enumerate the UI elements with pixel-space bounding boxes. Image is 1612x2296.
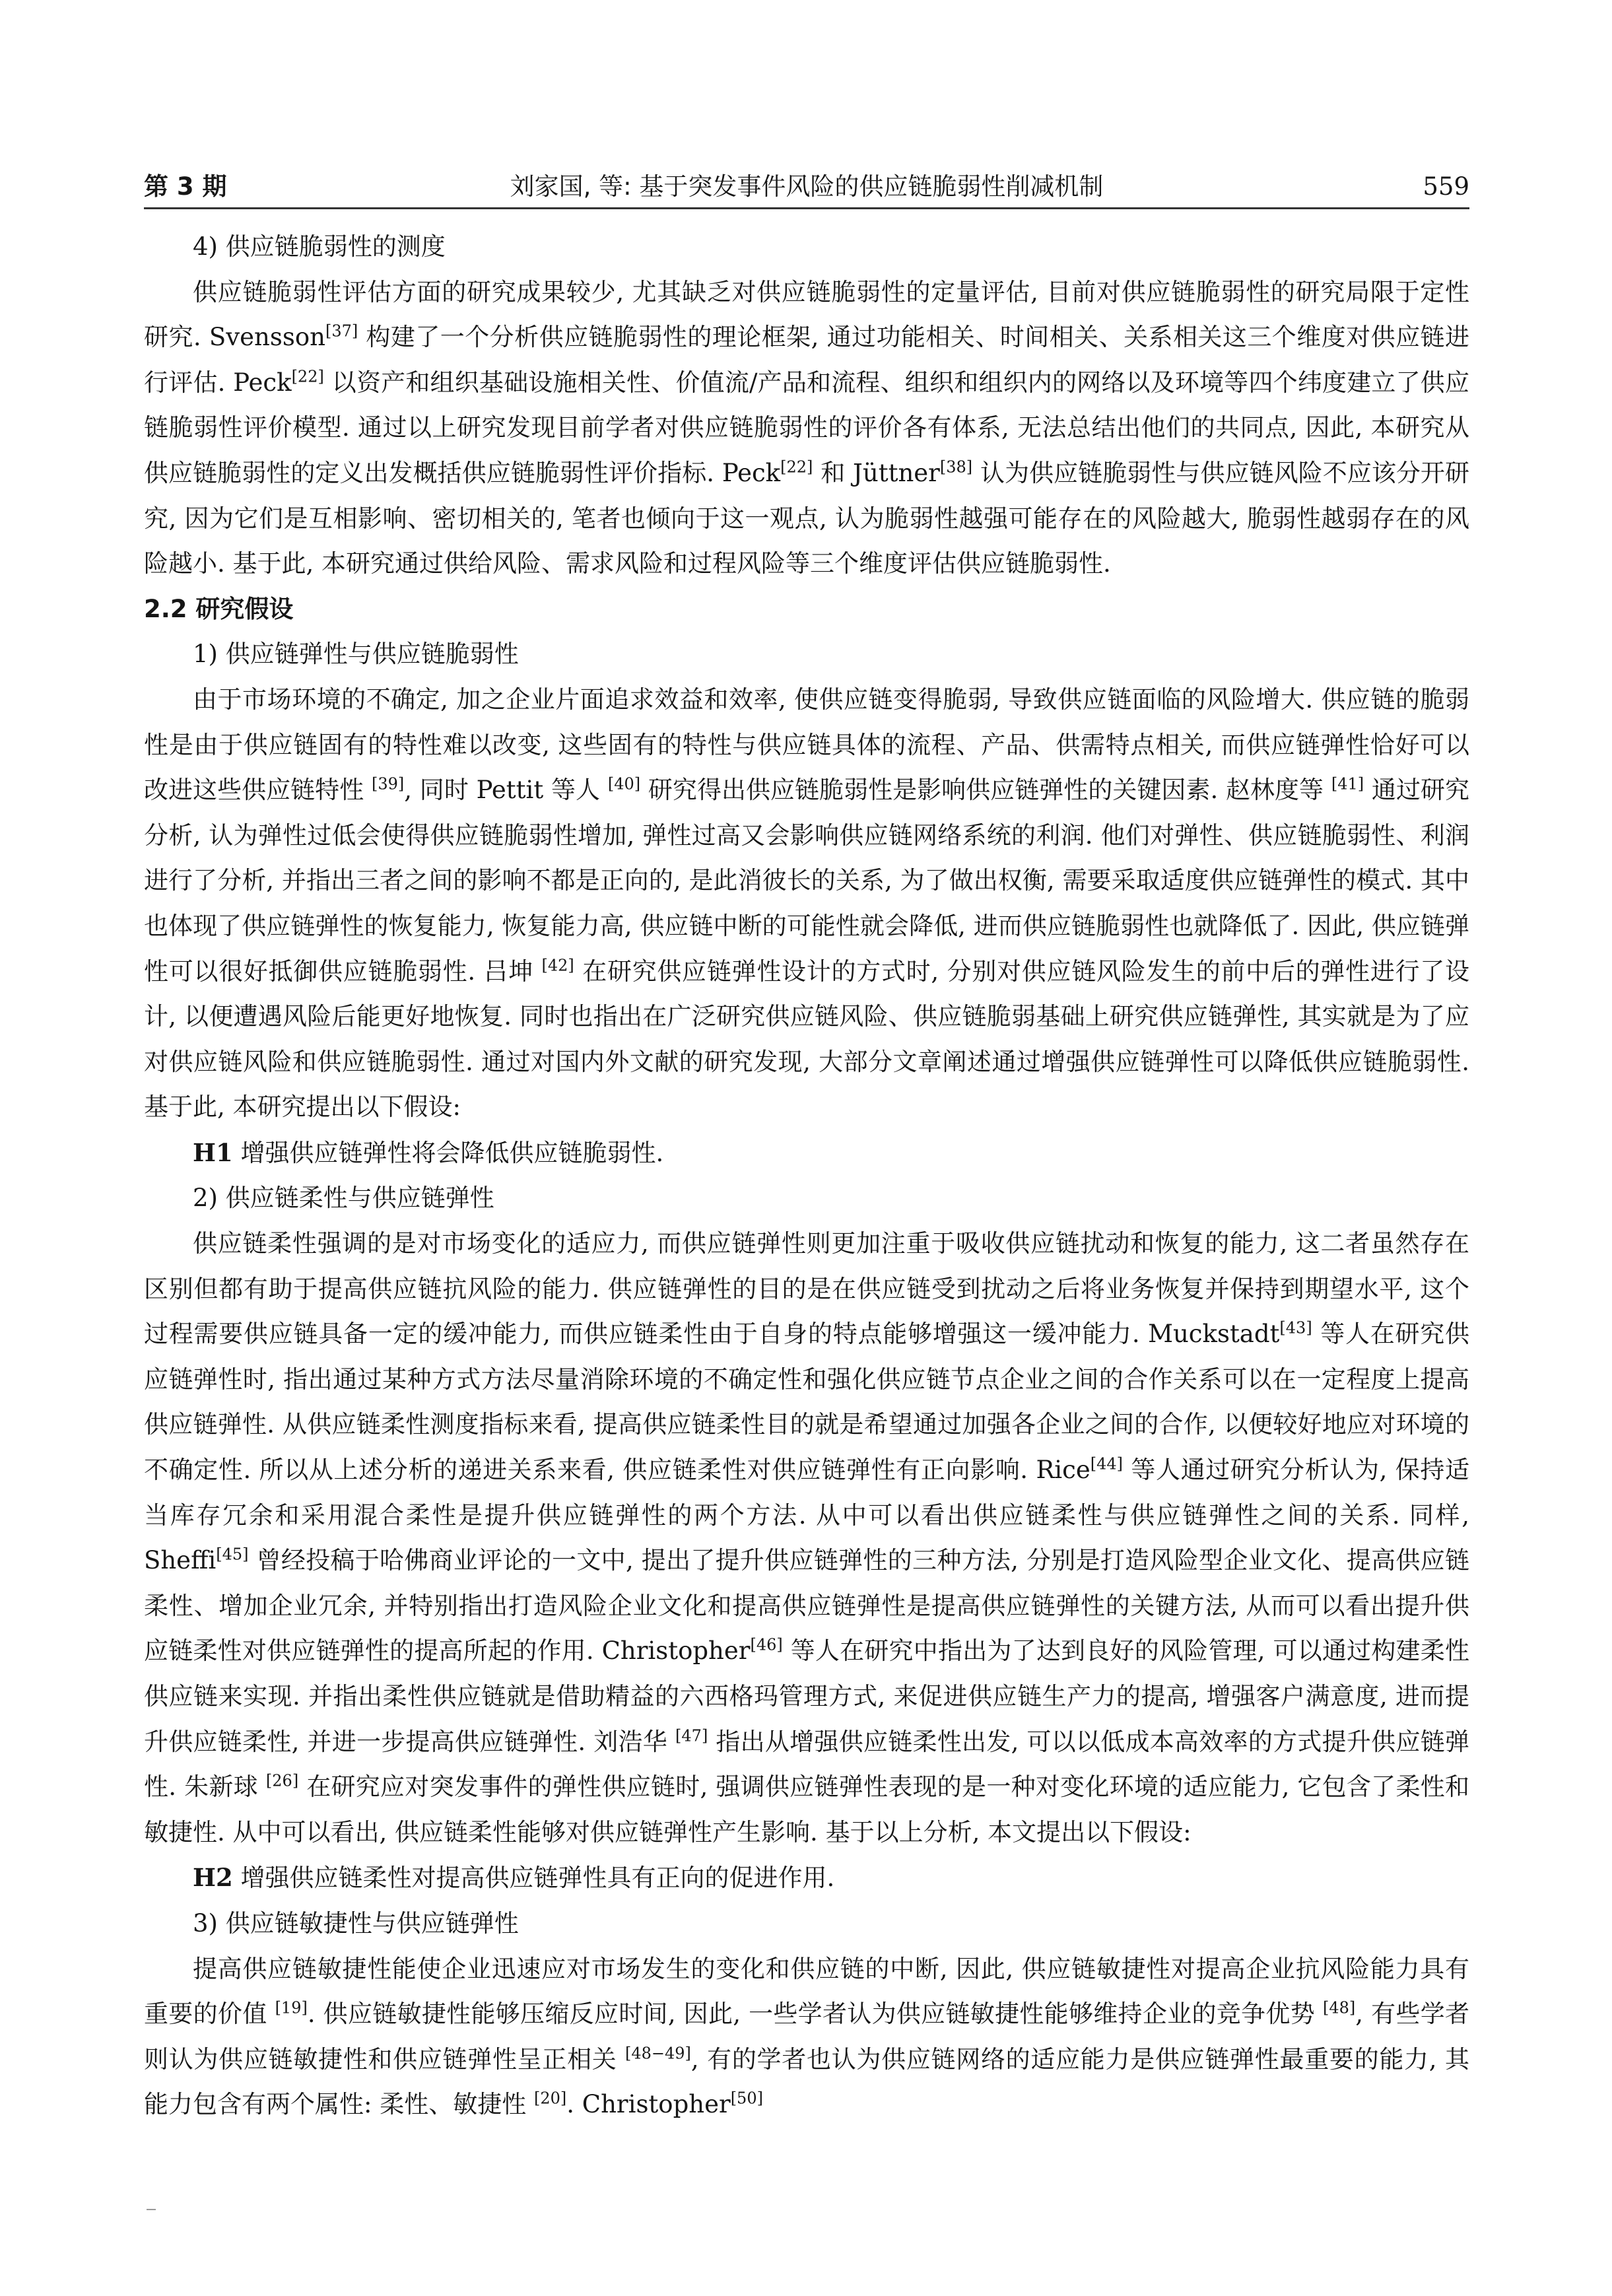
hypothesis bbox=[144, 1855, 1469, 1901]
subsection-title bbox=[144, 632, 1469, 677]
citation: [48−49] bbox=[624, 2044, 691, 2063]
text-run: 2.2 研究假设 bbox=[144, 594, 294, 623]
citation: [41] bbox=[1331, 774, 1364, 793]
citation: [20] bbox=[534, 2089, 567, 2109]
subsection-title bbox=[144, 1176, 1469, 1221]
citation: [48] bbox=[1323, 1998, 1356, 2017]
subsection-title bbox=[144, 224, 1469, 270]
text-run: 等人在研究供应链弹性时, 指出通过某种方式方法尽量消除环境的不确定性和强化供应链节点企业之间的合作关系可以在一定程度上提高供应链弹性. 从供应链柔性测度指标来看, 提高供应链柔性目的就是希望通过加强各企业之间的合作, 以便较好地应对环境的不确定性. 所以从上述分析的递进关系来看, 供应链柔性对供应链弹性有正向影响. Rice bbox=[144, 1320, 1469, 1485]
text-run: . 供应链敏捷性能够压缩反应时间, 因此, 一些学者认为供应链敏捷性能够维持企业的竞争优势 bbox=[307, 2000, 1324, 2029]
page-number: 559 bbox=[1423, 172, 1469, 201]
text-run: 1) 供应链弹性与供应链脆弱性 bbox=[193, 640, 519, 669]
citation: [22] bbox=[780, 457, 813, 477]
text-run: , 有些学者则认为供应链敏捷性和供应链弹性呈正相关 bbox=[144, 2000, 1469, 2074]
text-run: 通过研究分析, 认为弹性过低会使得供应链脆弱性增加, 弹性过高又会影响供应链网络系统的利润. 他们对弹性、供应链脆弱性、利润进行了分析, 并指出三者之间的影响不都是正向的, 是此消彼长的关系, 为了做出权衡, 需要采取适度供应链弹性的模式. 其中也体现了供应链弹性的恢复能力, 恢复能力高, 供应链中断的可能性就会降低, 进而供应链脆弱性也就降低了. 因此, 供应链弹性可以很好抵御供应链脆弱性. 吕坤 bbox=[144, 776, 1469, 986]
citation: [38] bbox=[939, 457, 973, 477]
paragraph bbox=[144, 270, 1469, 587]
article-body bbox=[144, 224, 1469, 2128]
citation: [45] bbox=[216, 1545, 249, 1564]
text-run: 提高供应链敏捷性能使企业迅速应对市场发生的变化和供应链的中断, 因此, 供应链敏捷性对提高企业抗风险能力具有重要的价值 bbox=[144, 1954, 1469, 2029]
text-run: 研究得出供应链脆弱性是影响供应链弹性的关键因素. 赵林度等 bbox=[640, 776, 1331, 805]
text-run: 等人通过研究分析认为, 保持适当库存冗余和采用混合柔性是提升供应链弹性的两个方法. 从中可以看出供应链柔性与供应链弹性之间的关系. 同样, Sheffi bbox=[144, 1456, 1469, 1575]
hypothesis bbox=[144, 1130, 1469, 1176]
text-run: 和 Jüttner bbox=[813, 458, 940, 487]
citation: [26] bbox=[265, 1771, 299, 1790]
footer-mark bbox=[147, 2209, 156, 2210]
citation: [43] bbox=[1279, 1318, 1312, 1337]
citation: [42] bbox=[541, 956, 574, 975]
citation: [47] bbox=[675, 1726, 708, 1745]
hypothesis-label: H2 bbox=[193, 1863, 233, 1893]
paragraph bbox=[144, 1947, 1469, 2128]
subsection-title bbox=[144, 1901, 1469, 1947]
text-run: 增强供应链弹性将会降低供应链脆弱性. bbox=[232, 1138, 664, 1167]
issue-label: 第 3 期 bbox=[144, 172, 227, 201]
citation: [19] bbox=[275, 1998, 308, 2017]
header-rule bbox=[144, 207, 1469, 209]
text-run: . Christopher bbox=[566, 2090, 731, 2119]
text-run: 供应链脆弱性评估方面的研究成果较少, 尤其缺乏对供应链脆弱性的定量评估, 目前对供应链脆弱性的研究局限于定性研究. Svensson bbox=[144, 277, 1469, 352]
citation: [50] bbox=[730, 2089, 763, 2109]
section-heading bbox=[144, 587, 1469, 632]
text-run: 4) 供应链脆弱性的测度 bbox=[193, 232, 446, 261]
citation: [22] bbox=[291, 367, 324, 386]
running-header bbox=[144, 166, 1469, 206]
citation: [39] bbox=[372, 774, 405, 793]
text-run: 认为供应链脆弱性与供应链风险不应该分开研究, 因为它们是互相影响、密切相关的, 笔者也倾向于这一观点, 认为脆弱性越强可能存在的风险越大, 脆弱性越弱存在的风险越小. 基于此, 本研究通过供给风险、需求风险和过程风险等三个维度评估供应链脆弱性. bbox=[144, 458, 1469, 578]
text-run: 以资产和组织基础设施相关性、价值流/产品和流程、组织和组织内的网络以及环境等四个纬度建立了供应链脆弱性评价模型. 通过以上研究发现目前学者对供应链脆弱性的评价各有体系, 无法总结出他们的共同点, 因此, 本研究从供应链脆弱性的定义出发概括供应链脆弱性评价指标. Peck bbox=[144, 368, 1469, 487]
text-run: 等人在研究中指出为了达到良好的风险管理, 可以通过构建柔性供应链来实现. 并指出柔性供应链就是借助精益的六西格玛管理方式, 来促进供应链生产力的提高, 增强客户满意度, 进而提升供应链柔性, 并进一步提高供应链弹性. 刘浩华 bbox=[144, 1637, 1469, 1756]
citation: [40] bbox=[607, 774, 641, 793]
text-run: 2) 供应链柔性与供应链弹性 bbox=[193, 1184, 494, 1213]
text-run: 曾经投稿于哈佛商业评论的一文中, 提出了提升供应链弹性的三种方法, 分别是打造风险型企业文化、提高供应链柔性、增加企业冗余, 并特别指出打造风险企业文化和提高供应链弹性是提高供应链弹性的关键方法, 从而可以看出提升供应链柔性对供应链弹性的提高所起的作用. Christopher bbox=[144, 1546, 1469, 1666]
text-run: 由于市场环境的不确定, 加之企业片面追求效益和效率, 使供应链变得脆弱, 导致供应链面临的风险增大. 供应链的脆弱性是由于供应链固有的特性难以改变, 这些固有的特性与供应链具体的流程、产品、供需特点相关, 而供应链弹性恰好可以改进这些供应链特性 bbox=[144, 685, 1469, 805]
hypothesis-label: H1 bbox=[193, 1137, 233, 1167]
text-run: 增强供应链柔性对提高供应链弹性具有正向的促进作用. bbox=[232, 1864, 835, 1893]
text-run: 在研究供应链弹性设计的方式时, 分别对供应链风险发生的前中后的弹性进行了设计, 以便遭遇风险后能更好地恢复. 同时也指出在广泛研究供应链风险、供应链脆弱基础上研究供应链弹性, 其实就是为了应对供应链风险和供应链脆弱性. 通过对国内外文献的研究发现, 大部分文章阐述通过增强供应链弹性可以降低供应链脆弱性. 基于此, 本研究提出以下假设: bbox=[144, 957, 1469, 1122]
text-run: , 有的学者也认为供应链网络的适应能力是供应链弹性最重要的能力, 其能力包含有两个属性: 柔性、敏捷性 bbox=[144, 2044, 1469, 2119]
text-run: 指出从增强供应链柔性出发, 可以以低成本高效率的方式提升供应链弹性. 朱新球 bbox=[144, 1727, 1469, 1802]
running-title: 刘家国, 等: 基于突发事件风险的供应链脆弱性削减机制 bbox=[510, 172, 1104, 201]
citation: [44] bbox=[1090, 1454, 1124, 1473]
citation: [37] bbox=[325, 321, 358, 341]
text-run: 在研究应对突发事件的弹性供应链时, 强调供应链弹性表现的是一种对变化环境的适应能力, 它包含了柔性和敏捷性. 从中可以看出, 供应链柔性能够对供应链弹性产生影响. 基于以上分析, 本文提出以下假设: bbox=[144, 1773, 1469, 1846]
citation: [46] bbox=[750, 1636, 783, 1655]
paragraph bbox=[144, 1221, 1469, 1855]
text-run: 3) 供应链敏捷性与供应链弹性 bbox=[193, 1908, 519, 1938]
text-run: 构建了一个分析供应链脆弱性的理论框架, 通过功能相关、时间相关、关系相关这三个维度对供应链进行评估. Peck bbox=[144, 323, 1469, 397]
text-run: 供应链柔性强调的是对市场变化的适应力, 而供应链弹性则更加注重于吸收供应链扰动和恢复的能力, 这二者虽然存在区别但都有助于提高供应链抗风险的能力. 供应链弹性的目的是在供应链受到扰动之后将业务恢复并保持到期望水平, 这个过程需要供应链具备一定的缓冲能力, 而供应链柔性由于自身的特点能够增强这一缓冲能力. Muckstadt bbox=[144, 1229, 1469, 1349]
text-run: , 同时 Pettit 等人 bbox=[404, 776, 608, 805]
paragraph bbox=[144, 677, 1469, 1130]
